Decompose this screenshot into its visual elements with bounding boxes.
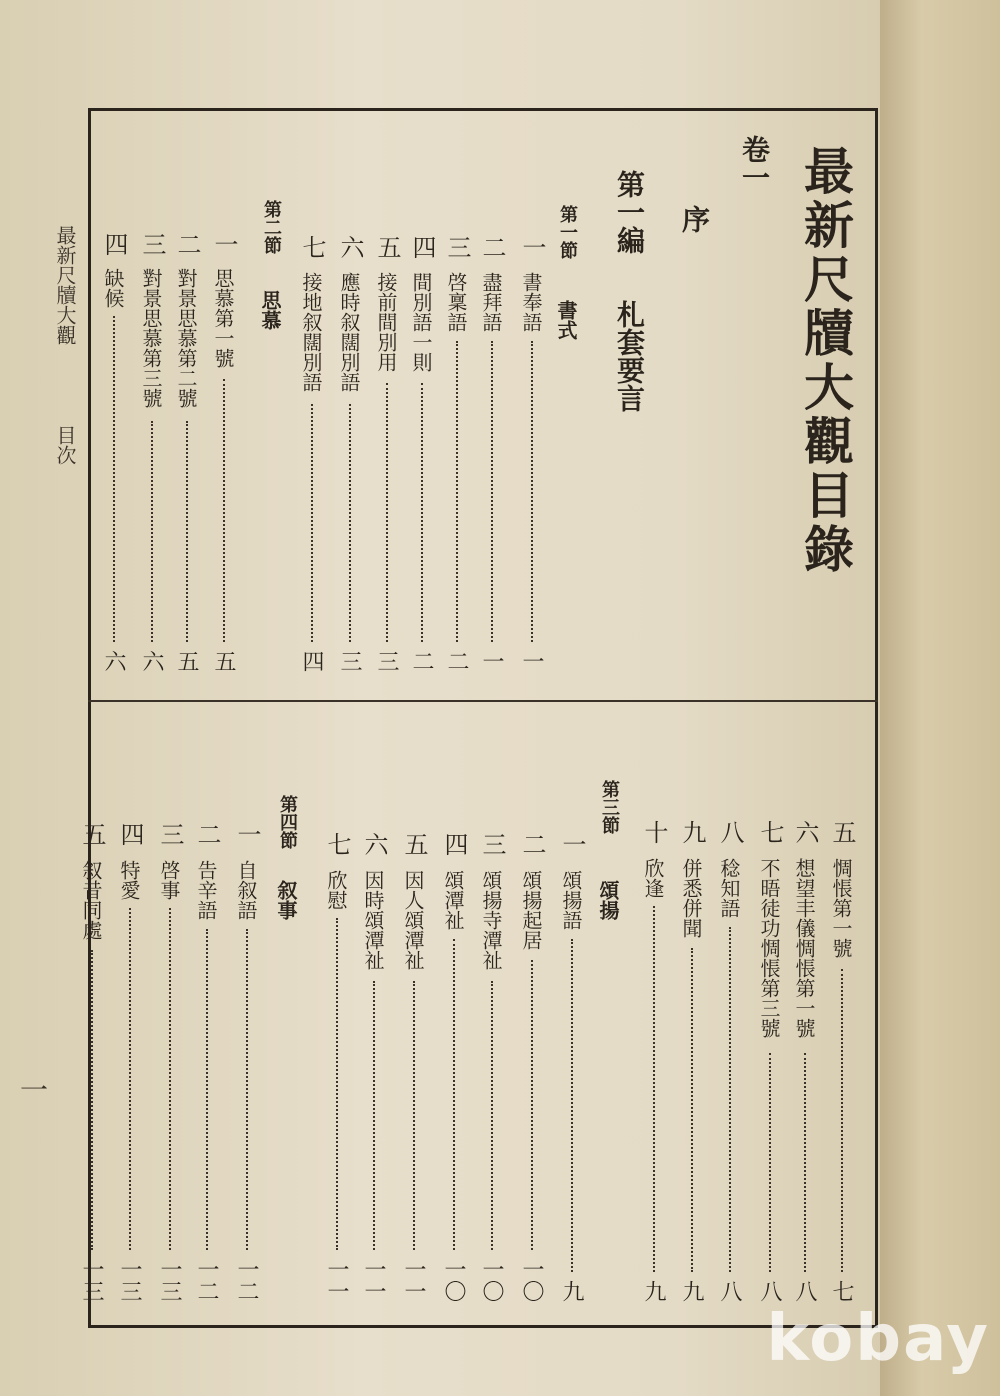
section-divider xyxy=(88,700,878,702)
sec3-entry-leader xyxy=(571,939,573,1272)
sec3-entry-number: 二 xyxy=(518,832,546,856)
sec3-entry-leader xyxy=(453,939,455,1250)
sec1-entry-number: 七 xyxy=(298,235,326,259)
sec2-entry-title: 對景思慕第二號 xyxy=(174,268,198,408)
margin-book-title: 最新尺牘大觀 xyxy=(53,225,77,345)
sec3-entry-number: 五 xyxy=(400,832,428,856)
facing-page-edge xyxy=(880,0,1000,1396)
sec1-entry-number: 六 xyxy=(336,235,364,259)
sec2b-entry-page: 九 xyxy=(641,1280,666,1302)
section-4-label: 第四節 xyxy=(277,795,298,849)
sec3-entry-title: 欣慰 xyxy=(324,870,348,910)
sec1-entry-page: 三 xyxy=(374,650,399,672)
sec1-entry-page: 一 xyxy=(519,650,544,672)
sec2-entry-page: 五 xyxy=(174,650,199,672)
sec1-entry-number: 一 xyxy=(518,235,546,259)
sec3-entry-title: 因人頌潭祉 xyxy=(401,870,425,970)
sec1-entry-leader xyxy=(421,383,423,642)
sec3-entry-number: 三 xyxy=(478,832,506,856)
sec4-entry-title: 自叙語 xyxy=(234,860,258,920)
sec1-entry-leader xyxy=(491,341,493,642)
sec4-entry-title: 啓事 xyxy=(157,860,181,900)
sec1-entry-title: 接前間別用 xyxy=(374,272,398,372)
preface-heading: 序 xyxy=(678,205,711,233)
sec4-entry-number: 三 xyxy=(156,822,184,846)
sec1-entry-title: 應時叙闊別語 xyxy=(337,272,361,392)
sec2b-entry-leader xyxy=(804,1053,806,1272)
sec2-entry-page: 六 xyxy=(101,650,126,672)
sec2-entry-title: 對景思慕第三號 xyxy=(139,268,163,408)
volume-label: 卷一 xyxy=(738,135,771,191)
sec2b-entry-leader xyxy=(653,906,655,1272)
section-2-name: 思慕 xyxy=(258,290,282,330)
sec4-entry-title: 特愛 xyxy=(117,860,141,900)
sec3-entry-page: 一〇 xyxy=(441,1258,466,1302)
sec4-entry-page: 一三 xyxy=(117,1258,142,1302)
sec3-entry-page: 一〇 xyxy=(519,1258,544,1302)
sec4-entry-leader xyxy=(246,929,248,1250)
sec1-entry-page: 三 xyxy=(337,650,362,672)
sec2b-entry-page: 八 xyxy=(792,1280,817,1302)
sec2-entry-leader xyxy=(113,316,115,642)
sec3-entry-title: 因時頌潭祉 xyxy=(361,870,385,970)
sec3-entry-number: 六 xyxy=(360,832,388,856)
sec4-entry-title: 告辛語 xyxy=(194,860,218,920)
sec1-entry-number: 二 xyxy=(478,235,506,259)
sec2b-entry-page: 八 xyxy=(717,1280,742,1302)
sec4-entry-leader xyxy=(206,929,208,1250)
section-1-label: 第一節 xyxy=(557,205,578,259)
sec4-entry-number: 五 xyxy=(78,822,106,846)
sec2-entry-leader xyxy=(223,379,225,642)
sec1-entry-title: 間別語一則 xyxy=(409,272,433,372)
sec1-entry-leader xyxy=(456,341,458,642)
sec3-entry-title: 頌揚語 xyxy=(559,870,583,930)
watermark-logo: kobay xyxy=(766,1302,990,1376)
sec4-entry-page: 一二 xyxy=(234,1258,259,1302)
sec1-entry-leader xyxy=(386,383,388,642)
sec1-entry-title: 書奉語 xyxy=(519,272,543,332)
sec1-entry-title: 接地叙闊別語 xyxy=(299,272,323,392)
sec4-entry-page: 一三 xyxy=(79,1258,104,1302)
sec4-entry-number: 四 xyxy=(116,822,144,846)
page-title: 最新尺牘大觀目錄 xyxy=(796,145,855,577)
sec2b-entry-title: 不晤徒功惆悵第三號 xyxy=(757,858,781,1038)
section-3-label: 第三節 xyxy=(599,780,620,834)
sec3-entry-title: 頌揚起居 xyxy=(519,870,543,950)
sec4-entry-number: 一 xyxy=(233,822,261,846)
section-2-label: 第二節 xyxy=(261,200,282,254)
sec2b-entry-page: 九 xyxy=(679,1280,704,1302)
sec2b-entry-number: 七 xyxy=(756,820,784,844)
sec1-entry-leader xyxy=(311,404,313,642)
part-label: 第一編 xyxy=(613,170,646,254)
sec2b-entry-leader xyxy=(769,1053,771,1272)
sec2-entry-number: 四 xyxy=(100,232,128,256)
sec4-entry-leader xyxy=(91,950,93,1250)
sec2-entry-number: 一 xyxy=(210,232,238,256)
sec3-entry-leader xyxy=(491,981,493,1250)
sec1-entry-number: 四 xyxy=(408,235,436,259)
sec3-entry-title: 頌揚寺潭祉 xyxy=(479,870,503,970)
sec2b-entry-leader xyxy=(841,969,843,1272)
sec1-entry-number: 五 xyxy=(373,235,401,259)
sec4-entry-page: 一三 xyxy=(157,1258,182,1302)
sec2b-entry-title: 併悉併聞 xyxy=(679,858,703,938)
sec4-entry-leader xyxy=(169,908,171,1250)
sec2b-entry-title: 惆悵第一號 xyxy=(829,858,853,958)
sec3-entry-page: 九 xyxy=(559,1280,584,1302)
sec2-entry-number: 二 xyxy=(173,232,201,256)
sec3-entry-page: 一一 xyxy=(324,1258,349,1302)
sec2b-entry-leader xyxy=(729,927,731,1272)
sec2b-entry-number: 六 xyxy=(791,820,819,844)
sec3-entry-page: 一一 xyxy=(361,1258,386,1302)
sec3-entry-number: 一 xyxy=(558,832,586,856)
sec4-entry-number: 二 xyxy=(193,822,221,846)
sec4-entry-leader xyxy=(129,908,131,1250)
sec2b-entry-number: 九 xyxy=(678,820,706,844)
sec4-entry-page: 一二 xyxy=(194,1258,219,1302)
sec2b-entry-number: 五 xyxy=(828,820,856,844)
section-4-name: 叙事 xyxy=(274,880,298,920)
section-1-name: 書式 xyxy=(554,300,578,340)
sec2-entry-page: 五 xyxy=(211,650,236,672)
section-3-name: 頌揚 xyxy=(596,880,620,920)
part-name: 札套要言 xyxy=(613,300,646,412)
sec2b-entry-number: 十 xyxy=(640,820,668,844)
sec3-entry-number: 七 xyxy=(323,832,351,856)
sec1-entry-page: 四 xyxy=(299,650,324,672)
sec4-entry-title: 叙昔同處 xyxy=(79,860,103,940)
sec2-entry-title: 思慕第一號 xyxy=(211,268,235,368)
sec2-entry-leader xyxy=(186,421,188,642)
sec3-entry-title: 頌潭祉 xyxy=(441,870,465,930)
sec1-entry-number: 三 xyxy=(443,235,471,259)
sec1-entry-leader xyxy=(349,404,351,642)
sec3-entry-leader xyxy=(531,960,533,1250)
sec2b-entry-title: 想望丰儀惆悵第一號 xyxy=(792,858,816,1038)
sec1-entry-page: 二 xyxy=(409,650,434,672)
sec3-entry-page: 一一 xyxy=(401,1258,426,1302)
sec2b-entry-title: 欣逢 xyxy=(641,858,665,898)
sec3-entry-leader xyxy=(336,918,338,1250)
sec3-entry-number: 四 xyxy=(440,832,468,856)
sec1-entry-title: 盡拜語 xyxy=(479,272,503,332)
sec1-entry-page: 二 xyxy=(444,650,469,672)
sec3-entry-leader xyxy=(413,981,415,1250)
sec1-entry-title: 啓稟語 xyxy=(444,272,468,332)
sec2-entry-title: 缺候 xyxy=(101,268,125,308)
sec1-entry-leader xyxy=(531,341,533,642)
sec2b-entry-page: 七 xyxy=(829,1280,854,1302)
sec2-entry-page: 六 xyxy=(139,650,164,672)
sec2b-entry-page: 八 xyxy=(757,1280,782,1302)
sec1-entry-page: 一 xyxy=(479,650,504,672)
sec2-entry-number: 三 xyxy=(138,232,166,256)
margin-toc-label: 目次 xyxy=(53,425,77,465)
margin-folio: 一 xyxy=(16,1075,49,1103)
sec2b-entry-number: 八 xyxy=(716,820,744,844)
sec3-entry-page: 一〇 xyxy=(479,1258,504,1302)
sec2-entry-leader xyxy=(151,421,153,642)
sec2b-entry-leader xyxy=(691,948,693,1272)
sec2b-entry-title: 稔知語 xyxy=(717,858,741,918)
sec3-entry-leader xyxy=(373,981,375,1250)
